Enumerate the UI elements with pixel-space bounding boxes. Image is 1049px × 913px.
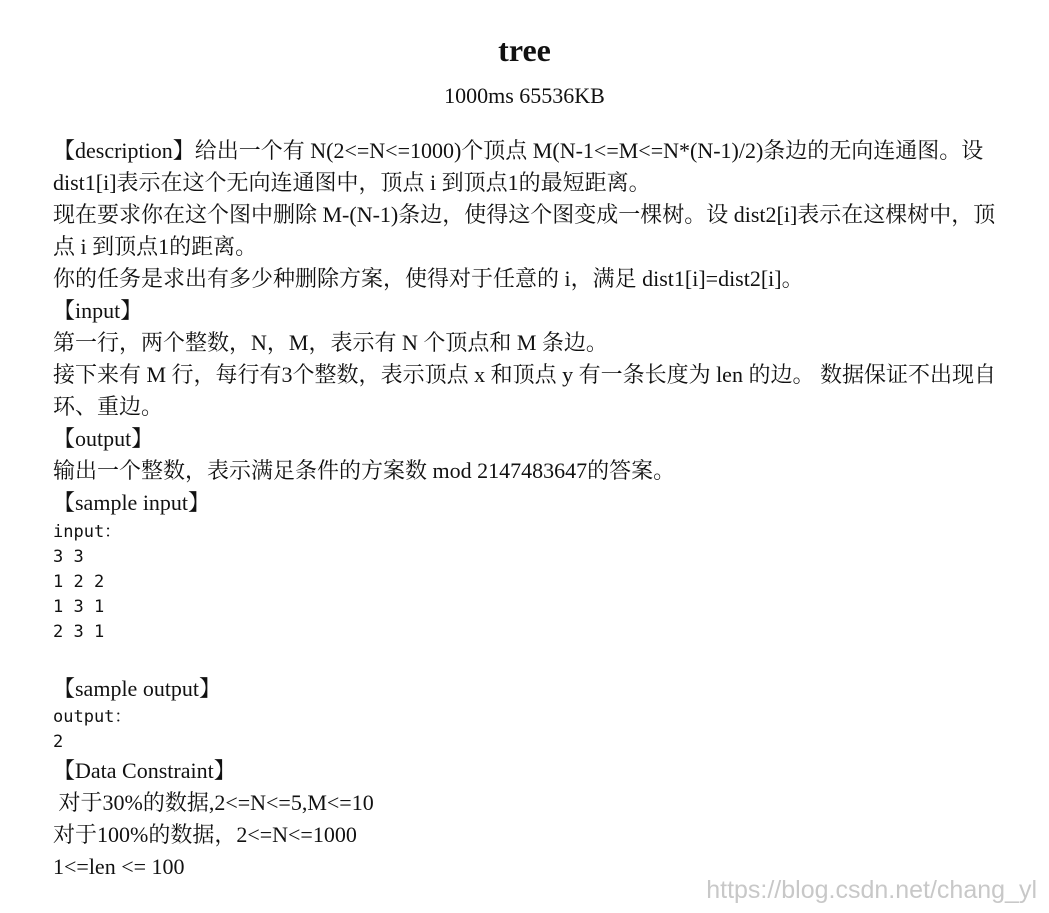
description-line: 【description】给出一个有 N(2<=N<=1000)个顶点 M(N-1<=M<=N*(N-1)/2)条边的无向连通图。设 dist1[i]表示在这个无向连通图中，顶点 i 到顶点1的最短距离。 xyxy=(53,138,984,195)
input-line: 接下来有 M 行，每行有3个整数，表示顶点 x 和顶点 y 有一条长度为 len 的边。 数据保证不出现自环、重边。 xyxy=(53,362,996,419)
limits-line: 1000ms 65536KB xyxy=(444,83,605,108)
sample-input-block: input： 3 3 1 2 2 1 3 1 2 3 1 xyxy=(53,522,122,642)
problem-title: tree xyxy=(498,32,551,68)
output-line: 输出一个整数，表示满足条件的方案数 mod 2147483647的答案。 xyxy=(53,458,676,483)
constraint-line: 对于100%的数据，2<=N<=1000 xyxy=(53,822,357,847)
sample-output-block: output： 2 xyxy=(53,707,132,752)
description-line: 你的任务是求出有多少种删除方案，使得对于任意的 i，满足 dist1[i]=dist2[i]。 xyxy=(53,266,804,291)
sample-input-heading: 【sample input】 xyxy=(53,490,211,515)
watermark: https://blog.csdn.net/chang_yl xyxy=(706,876,1037,904)
input-heading: 【input】 xyxy=(53,298,143,323)
input-line: 第一行，两个整数，N，M，表示有 N 个顶点和 M 条边。 xyxy=(53,330,608,355)
constraint-heading: 【Data Constraint】 xyxy=(53,758,236,783)
constraint-line: 1<=len <= 100 xyxy=(53,854,185,879)
constraint-line: 对于30%的数据,2<=N<=5,M<=10 xyxy=(53,790,374,815)
sample-output-heading: 【sample output】 xyxy=(53,676,222,701)
output-heading: 【output】 xyxy=(53,426,154,451)
problem-body xyxy=(53,135,1013,883)
spacer xyxy=(53,645,1013,673)
description-line: 现在要求你在这个图中删除 M-(N-1)条边，使得这个图变成一棵树。设 dist2[i]表示在这棵树中，顶点 i 到顶点1的距离。 xyxy=(53,202,996,259)
